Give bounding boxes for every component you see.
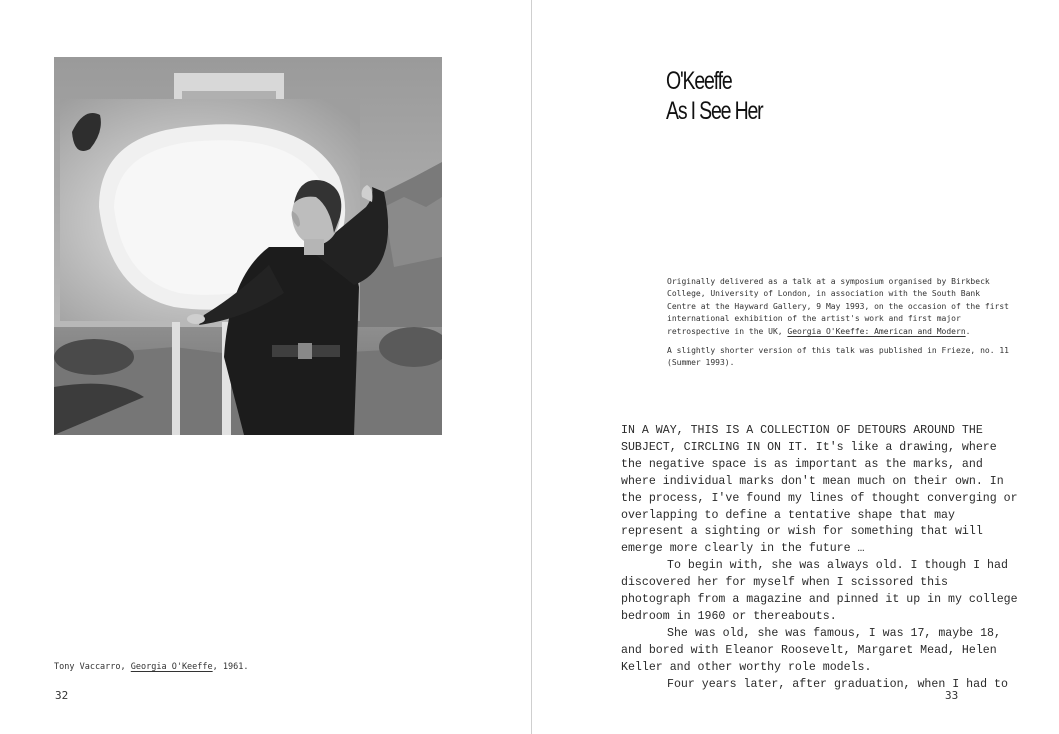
source-note-end: . xyxy=(965,326,971,336)
caption-prefix: Tony Vaccarro, xyxy=(54,662,131,672)
photo-caption xyxy=(54,662,474,672)
caption-suffix: , 1961. xyxy=(212,662,249,672)
essay-body xyxy=(621,423,1021,694)
exhibition-title: Georgia O'Keeffe: American and Modern xyxy=(787,326,966,336)
body-paragraph-3: She was old, she was famous, I was 17, maybe 18, and bored with Eleanor Roosevelt, Margaret Mead, Helen Keller and other worthy role models. xyxy=(621,626,1001,674)
body-paragraph-4: Four years later, after graduation, when I had to xyxy=(667,677,1008,691)
source-note-paragraph-2: A slightly shorter version of this talk was published in Frieze, no. 11 (Summer 1993). xyxy=(667,346,1009,368)
page-number-left: 32 xyxy=(55,689,69,702)
body-paragraph-1: IN A WAY, THIS IS A COLLECTION OF DETOURS AROUND THE SUBJECT, CIRCLING IN ON IT. It's like a drawing, where the negative space is as important as the marks, and where individual marks don't mean much on their own. In the process, I've found my lines of thought converging or overlapping to define a tentative shape that may represent a sighting or wish for something that will emerge more clearly in the future … xyxy=(621,424,1018,556)
photo-image xyxy=(54,57,442,435)
body-paragraph-2: To begin with, she was always old. I though I had discovered her for myself when I scissored this photograph from a magazine and pinned it up in my college bedroom in 1960 or thereabouts. xyxy=(621,559,1018,623)
source-note-paragraph-1 xyxy=(667,276,1012,338)
right-page xyxy=(532,0,1059,734)
essay-title xyxy=(666,66,763,126)
page-number-right: 33 xyxy=(945,689,959,702)
title-line-1: O'Keeffe xyxy=(666,67,732,95)
source-note-text: Originally delivered as a talk at a symposium organised by Birkbeck College, University of London, in association with the South Bank Centre at the Hayward Gallery, 9 May 1993, on the occasion of the first international exhibition of the artist's work and first major retrospective in the UK, xyxy=(667,277,1009,336)
caption-work-title: Georgia O'Keeffe xyxy=(130,662,213,672)
photograph xyxy=(54,57,442,435)
source-note xyxy=(667,276,1012,377)
title-line-2: As I See Her xyxy=(666,97,763,125)
